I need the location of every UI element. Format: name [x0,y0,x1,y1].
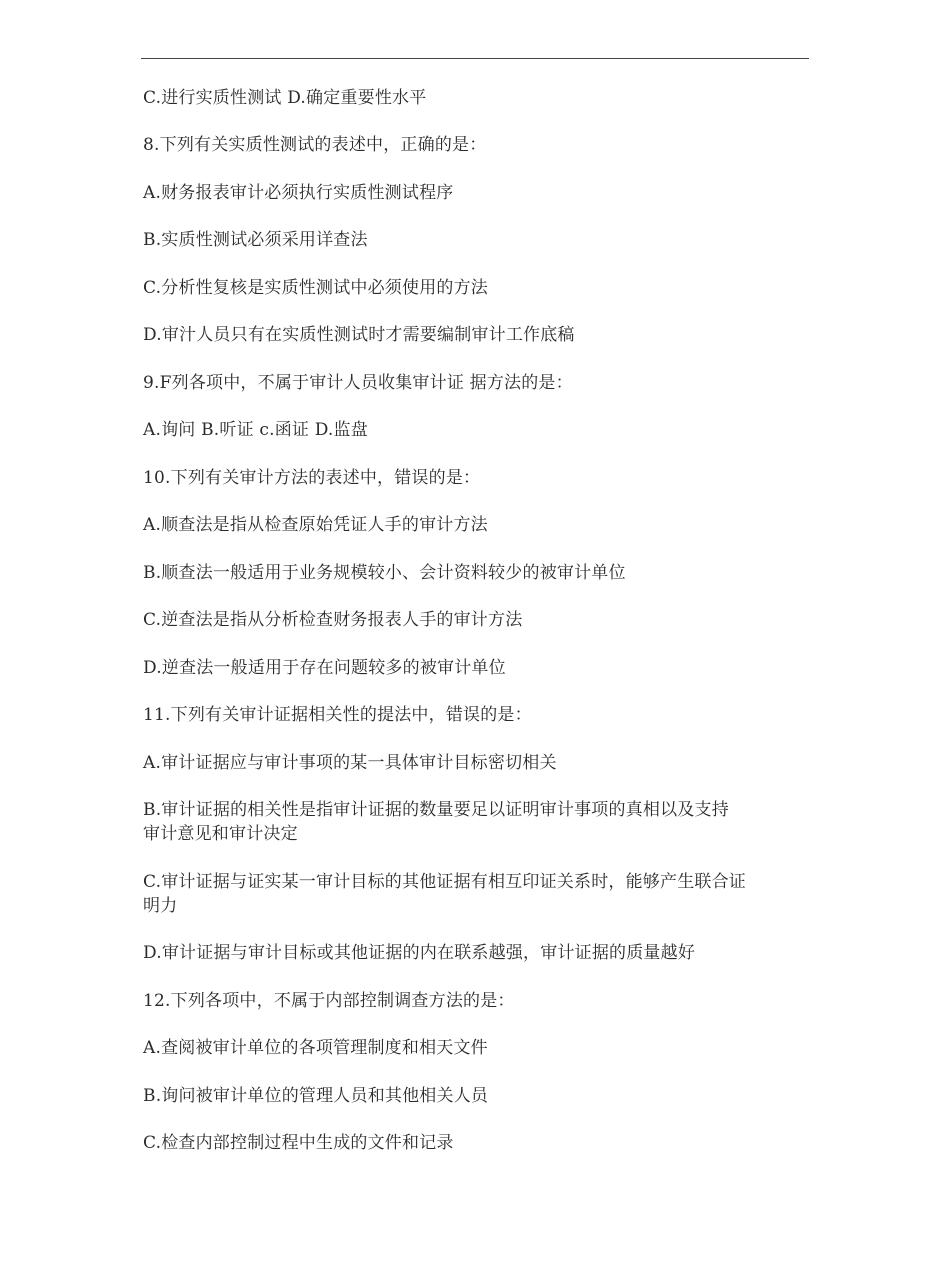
text-line: A.顺查法是指从检查原始凭证人手的审计方法 [143,515,488,535]
text-line: D.审汁人员只有在实质性测试时才需要编制审计工作底稿 [143,325,575,345]
text-line: A.查阅被审计单位的各项管理制度和相天文件 [143,1038,488,1058]
text-line: D.审计证据与审计目标或其他证据的内在联系越强，审计证据的质量越好 [143,943,696,963]
text-line: C.进行实质性测试 D.确定重要性水平 [143,88,427,108]
text-line: 10.下列有关审计方法的表述中，错误的是： [143,468,481,488]
text-line: C.检查内部控制过程中生成的文件和记录 [143,1133,454,1153]
text-line: B.审计证据的相关性是指审计证据的数量要足以证明审计事项的真相以及支持 [143,800,729,820]
text-line: 审计意见和审计决定 [143,824,298,844]
text-line: 9.F列各项中，不属于审计人员收集审计证 据方法的是： [143,373,573,393]
text-line: B.询问被审计单位的管理人员和其他相关人员 [143,1086,489,1106]
text-line: D.逆查法一般适用于存在问题较多的被审计单位 [143,658,506,678]
text-line: 11.下列有关审计证据相关性的提法中，错误的是： [143,705,532,725]
text-line: C.逆查法是指从分析检查财务报表人手的审计方法 [143,610,523,630]
text-line: C.审计证据与证实某一审计目标的其他证据有相互印证关系时，能够产生联合证 [143,872,747,892]
text-line: A.询问 B.听证 c.函证 D.监盘 [143,420,368,440]
text-line: 明力 [143,896,178,916]
text-line: C.分析性复核是实质性测试中必须使用的方法 [143,278,489,298]
text-line: 12.下列各项中，不属于内部控制调查方法的是： [143,991,515,1011]
text-line: A.审计证据应与审计事项的某一具体审计目标密切相关 [143,753,557,773]
header-rule [141,58,809,59]
text-line: B.顺查法一般适用于业务规模较小、会计资料较少的被审计单位 [143,563,626,583]
text-line: B.实质性测试必须采用详查法 [143,230,368,250]
text-line: 8.下列有关实质性测试的表述中，正确的是： [143,135,487,155]
text-line: A.财务报表审计必须执行实质性测试程序 [143,183,454,203]
